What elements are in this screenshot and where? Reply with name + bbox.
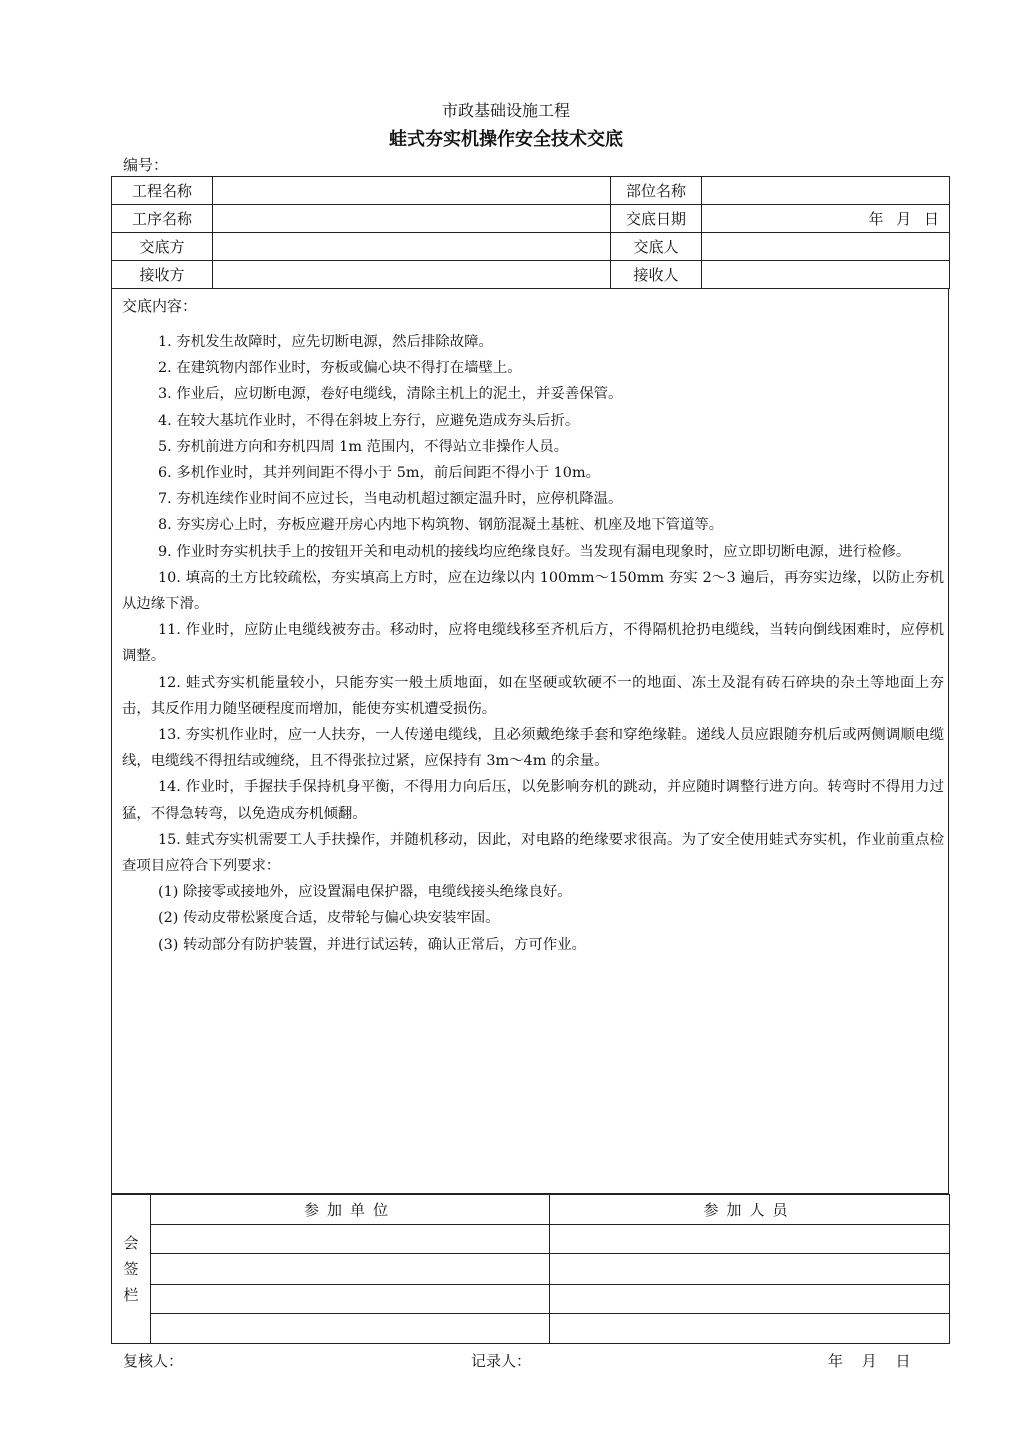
receiver-party-label: 接收方 — [112, 261, 213, 289]
signoff-row — [112, 1254, 950, 1284]
process-name-label: 工序名称 — [112, 205, 213, 233]
receiver-party-value[interactable] — [213, 261, 611, 289]
issuer-person-value[interactable] — [702, 233, 950, 261]
content-item: 9. 作业时夯实机扶手上的按钮开关和电动机的接线均应绝缘良好。当发现有漏电现象时，应立即切断电源，进行检修。 — [158, 543, 911, 560]
content-item: 10. 填高的土方比较疏松，夯实填高上方时，应在边缘以内 100mm～150mm 夯实 2～3 遍后，再夯实边缘，以防止夯机从边缘下滑。 — [122, 569, 944, 613]
issuer-party-label: 交底方 — [112, 233, 213, 261]
signoff-unit-cell[interactable] — [151, 1225, 550, 1254]
signoff-row — [112, 1313, 950, 1343]
signoff-person-cell[interactable] — [550, 1254, 950, 1284]
info-row-project — [112, 177, 950, 205]
document-subtitle: 市政基础设施工程 — [441, 101, 570, 120]
content-item: 8. 夯实房心上时，夯板应避开房心内地下构筑物、钢筋混凝土基桩、机座及地下管道等。 — [158, 517, 724, 534]
receiver-person-label: 接收人 — [611, 261, 702, 289]
signoff-header-row — [112, 1195, 950, 1225]
signoff-person-cell[interactable] — [550, 1313, 950, 1343]
content-item: 15. 蛙式夯实机需要工人手扶操作，并随机移动，因此，对电路的绝缘要求很高。为了安全使用蛙式夯实机，作业前重点检查项目应符合下列要求： — [122, 831, 944, 875]
content-item: (2) 传动皮带松紧度合适，皮带轮与偏心块安装牢固。 — [158, 910, 500, 927]
info-table — [111, 176, 950, 289]
signoff-row — [112, 1225, 950, 1254]
date-value[interactable]: 年 月 日 — [702, 205, 950, 233]
process-name-value[interactable] — [213, 205, 611, 233]
content-item: 2. 在建筑物内部作业时，夯板或偏心块不得打在墙壁上。 — [158, 360, 522, 377]
info-row-issuer — [112, 233, 950, 261]
signoff-label-char: 栏 — [123, 1286, 139, 1304]
signoff-label-char: 签 — [123, 1260, 139, 1278]
content-item: 1. 夯机发生故障时，应先切断电源，然后排除故障。 — [158, 334, 493, 350]
signoff-label — [112, 1195, 151, 1344]
signoff-table — [111, 1194, 950, 1344]
issuer-party-value[interactable] — [213, 233, 611, 261]
info-row-receiver — [112, 261, 950, 289]
project-name-value[interactable] — [213, 177, 611, 205]
content-items — [122, 329, 944, 958]
part-name-value[interactable] — [702, 177, 950, 205]
date-label: 交底日期 — [611, 205, 702, 233]
signoff-unit-cell[interactable] — [151, 1284, 550, 1313]
content-item: 6. 多机作业时，其并列间距不得小于 5m，前后间距不得小于 10m。 — [158, 465, 600, 482]
project-name-label: 工程名称 — [112, 177, 213, 205]
signoff-unit-cell[interactable] — [151, 1254, 550, 1284]
info-row-process — [112, 205, 950, 233]
content-item: 4. 在较大基坑作业时，不得在斜坡上夯行，应避免造成夯头后折。 — [158, 412, 580, 429]
issuer-person-label: 交底人 — [611, 233, 702, 261]
doc-number-label: 编号： — [123, 156, 169, 174]
content-heading: 交底内容： — [122, 297, 198, 315]
recorder-label: 记录人： — [471, 1352, 532, 1370]
content-item: 14. 作业时，手握扶手保持机身平衡，不得用力向后压，以免影响夯机的跳动，并应随时调整行进方向。转弯时不得用力过猛，不得急转弯，以免造成夯机倾翻。 — [122, 779, 944, 822]
content-item: 3. 作业后，应切断电源，卷好电缆线，清除主机上的泥土，并妥善保管。 — [158, 386, 623, 403]
content-item: 7. 夯机连续作业时间不应过长，当电动机超过额定温升时，应停机降温。 — [158, 491, 623, 508]
signoff-person-cell[interactable] — [550, 1225, 950, 1254]
signoff-row — [112, 1284, 950, 1313]
content-item: 13. 夯实机作业时，应一人扶夯，一人传递电缆线，且必须戴绝缘手套和穿绝缘鞋。递线人员应跟随夯机后或两侧调顺电缆线，电缆线不得扭结或缠绕，且不得张拉过紧，应保持有 3m～4m 的余量。 — [122, 727, 944, 770]
receiver-person-value[interactable] — [702, 261, 950, 289]
signoff-unit-cell[interactable] — [151, 1313, 550, 1343]
footer-date: 年 月 日 — [828, 1352, 911, 1370]
document-title: 蛙式夯实机操作安全技术交底 — [389, 129, 623, 150]
content-item: (3) 转动部分有防护装置，并进行试运转，确认正常后，方可作业。 — [158, 936, 586, 953]
reviewer-label: 复核人： — [123, 1352, 184, 1370]
signoff-label-char: 会 — [123, 1234, 139, 1252]
part-name-label: 部位名称 — [611, 177, 702, 205]
content-item: (1) 除接零或接地外，应设置漏电保护器，电缆线接头绝缘良好。 — [158, 884, 572, 901]
content-item: 12. 蛙式夯实机能量较小，只能夯实一般土质地面，如在坚硬或软硬不一的地面、冻土及混有砖石碎块的杂土等地面上夯击，其反作用力随坚硬程度而增加，能使夯实机遭受损伤。 — [122, 674, 944, 717]
content-item: 5. 夯机前进方向和夯机四周 1m 范围内，不得站立非操作人员。 — [158, 438, 569, 455]
content-box — [111, 289, 949, 1194]
person-header: 参加人员 — [550, 1195, 950, 1225]
unit-header: 参加单位 — [151, 1195, 550, 1225]
signoff-person-cell[interactable] — [550, 1284, 950, 1313]
content-item: 11. 作业时，应防止电缆线被夯击。移动时，应将电缆线移至齐机后方，不得隔机抢扔电缆线，当转向倒线困难时，应停机调整。 — [122, 622, 944, 665]
